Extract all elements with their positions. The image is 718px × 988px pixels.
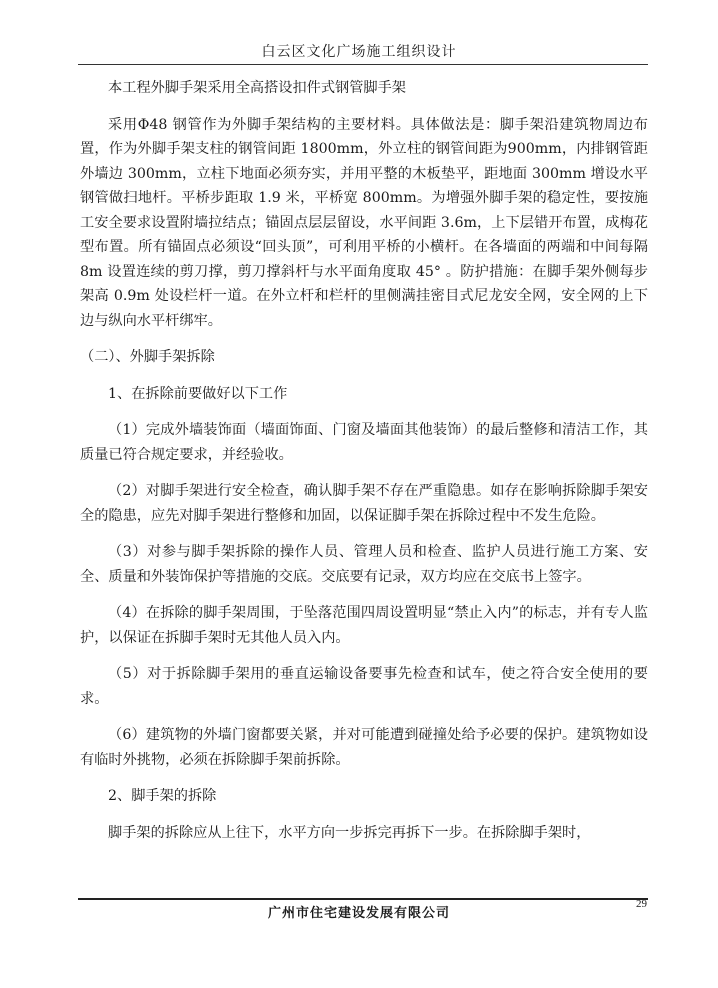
intro-paragraph: 本工程外脚手架采用全高搭设扣件式钢管脚手架 [108, 80, 406, 96]
list-item-3: （3）对参与脚手架拆除的操作人员、管理人员和检查、监护人员进行施工方案、安全、质量和外装饰保护等措施的交底。交底要有记录，双方均应在交底书上签字。 [80, 544, 648, 585]
section-heading-dismantle: （二）、外脚手架拆除 [80, 349, 215, 365]
list-item-1: （1）完成外墙装饰面（墙面饰面、门窗及墙面其他装饰）的最后整修和清洁工作，其质量已符合规定要求，并经验收。 [80, 422, 648, 463]
document-body [80, 76, 648, 845]
subsection-heading-preparation: 1、在拆除前要做好以下工作 [108, 385, 288, 402]
list-item-2: （2）对脚手架进行安全检查，确认脚手架不存在严重隐患。如存在影响拆除脚手架安全的隐患，应先对脚手架进行整修和加固，以保证脚手架在拆除过程中不发生危险。 [80, 483, 648, 524]
page-number: 29 [636, 898, 647, 910]
list-item-5: （5）对于拆除脚手架用的垂直运输设备要事先检查和试车，使之符合安全使用的要求。 [80, 666, 648, 707]
header-divider [78, 64, 648, 65]
list-item-4: （4）在拆除的脚手架周围，于坠落范围四周设置明显“禁止入内”的标志，并有专人监护，以保证在拆脚手架时无其他人员入内。 [80, 605, 648, 646]
scaffold-method-paragraph: 采用Φ48 钢管作为外脚手架结构的主要材料。具体做法是：脚手架沿建筑物周边布置，作为外脚手架支柱的钢管间距 1800mm，外立柱的钢管间距为900mm，内排钢管距外墙边 300mm，立柱下地面必须夯实，并用平整的木板垫平，距地面 300mm 增设水平钢管做扫地杆。平桥步距取 1.9 米，平桥宽 800mm。为增强外脚手架的稳定性，要按施工安全要求设置附墙拉结点；锚固点层层留设，水平间距 3.6m，上下层错开布置，成梅花型布置。所有锚固点必须设“回头顶”，可利用平桥的小横杆。在各墙面的两端和中间每隔 8m 设置连续的剪刀撑，剪刀撑斜杆与水平面角度取 45° 。防护措施：在脚手架外侧每步架高 0.9m 处设栏杆一道。在外立杆和栏杆的里侧满挂密目式尼龙安全网，安全网的上下边与纵向水平杆绑牢。 [80, 116, 648, 329]
subsection-heading-dismantling: 2、脚手架的拆除 [108, 788, 217, 804]
dismantling-paragraph: 脚手架的拆除应从上往下，水平方向一步拆完再拆下一步。在拆除脚手架时， [108, 824, 591, 841]
footer-company: 广州市住宅建设发展有限公司 [267, 906, 450, 921]
footer-divider [78, 898, 648, 900]
list-item-6: （6）建筑物的外墙门窗都要关紧，并对可能遭到碰撞处给予必要的保护。建筑物如设有临时外挑物，必须在拆除脚手架前拆除。 [80, 727, 648, 768]
page-header-title: 白云区文化广场施工组织设计 [261, 44, 457, 60]
